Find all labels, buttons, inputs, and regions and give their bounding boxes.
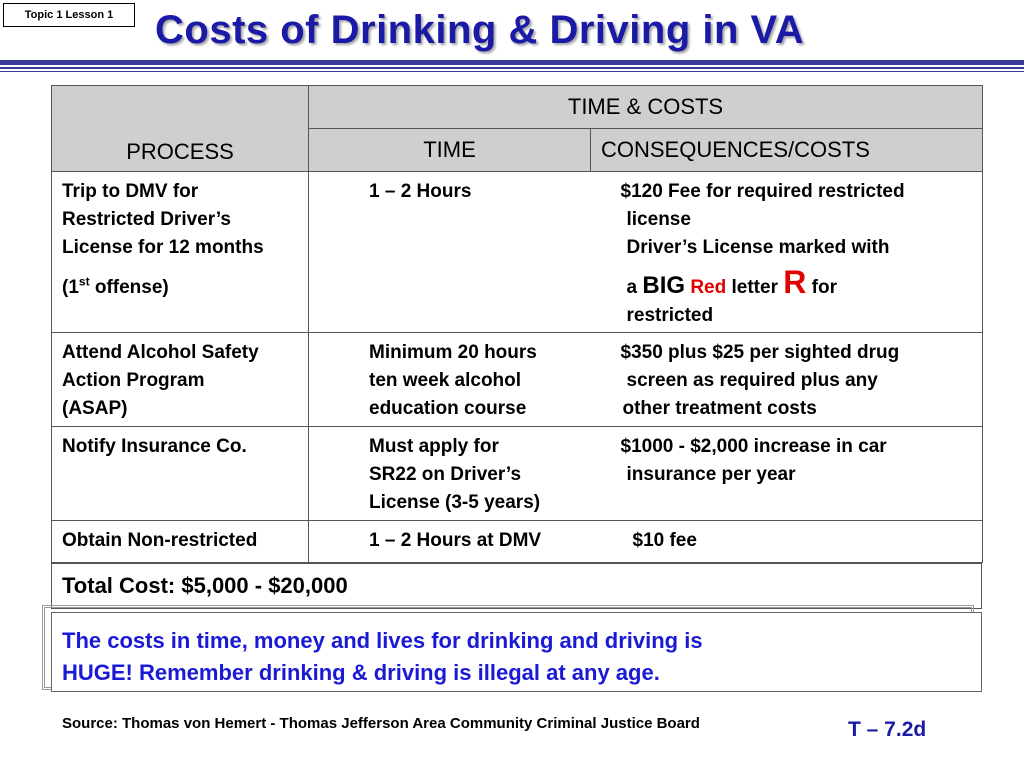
title-rule	[0, 60, 1024, 65]
offense-line: (1st offense)	[62, 274, 169, 298]
costs-cell: $10 fee	[591, 521, 983, 563]
time-cell	[309, 172, 591, 333]
message-line: The costs in time, money and lives for drinking and driving is	[62, 628, 703, 653]
process-cell: Notify Insurance Co.	[52, 427, 309, 521]
slide-number: T – 7.2d	[848, 718, 927, 741]
costs-cell: $1000 - $2,000 increase in car insurance per year	[591, 427, 983, 521]
header-time-costs: TIME & COSTS	[309, 86, 983, 129]
source-note: Source: Thomas von Hemert - Thomas Jefferson Area Community Criminal Justice Board	[62, 715, 700, 732]
big-red-r-line: a BIG Red letter R for	[626, 264, 837, 300]
process-cell: Attend Alcohol Safety Action Program (ASAP)	[52, 333, 309, 427]
process-cell: Obtain Non-restricted	[52, 521, 309, 563]
time-cell: 1 – 2 Hours at DMV	[309, 521, 591, 563]
costs-cell	[591, 172, 983, 333]
process-cell	[52, 172, 309, 333]
title-rule	[0, 67, 1024, 69]
process-line: License for 12 months	[62, 237, 264, 258]
costs-table	[51, 85, 983, 563]
header-time: TIME	[309, 129, 591, 172]
process-line: Restricted Driver’s	[62, 209, 231, 230]
costs-line: restricted	[626, 305, 714, 326]
title-rule	[0, 71, 1024, 72]
message-box	[51, 612, 982, 692]
page-title: Costs of Drinking & Driving in VA	[155, 8, 805, 52]
table-row	[52, 172, 983, 333]
costs-line: license	[626, 209, 691, 230]
costs-line: Driver’s License marked with	[626, 237, 890, 258]
message-line: HUGE! Remember drinking & driving is illegal at any age.	[62, 660, 660, 685]
time-cell: Minimum 20 hours ten week alcohol education course	[309, 333, 591, 427]
topic-lesson-tag: Topic 1 Lesson 1	[3, 3, 135, 27]
header-process: PROCESS	[52, 86, 309, 172]
table-row	[52, 427, 983, 521]
time-cell: Must apply for SR22 on Driver’s License (3-5 years)	[309, 427, 591, 521]
table-row	[52, 333, 983, 427]
costs-line: $120 Fee for required restricted	[620, 181, 905, 202]
header-consequences: CONSEQUENCES/COSTS	[591, 129, 983, 172]
process-line: Trip to DMV for	[62, 181, 199, 202]
total-cost: Total Cost: $5,000 - $20,000	[51, 563, 982, 609]
table-row	[52, 521, 983, 563]
time-line: 1 – 2 Hours	[369, 181, 472, 202]
costs-cell: $350 plus $25 per sighted drug screen as required plus any other treatment costs	[591, 333, 983, 427]
